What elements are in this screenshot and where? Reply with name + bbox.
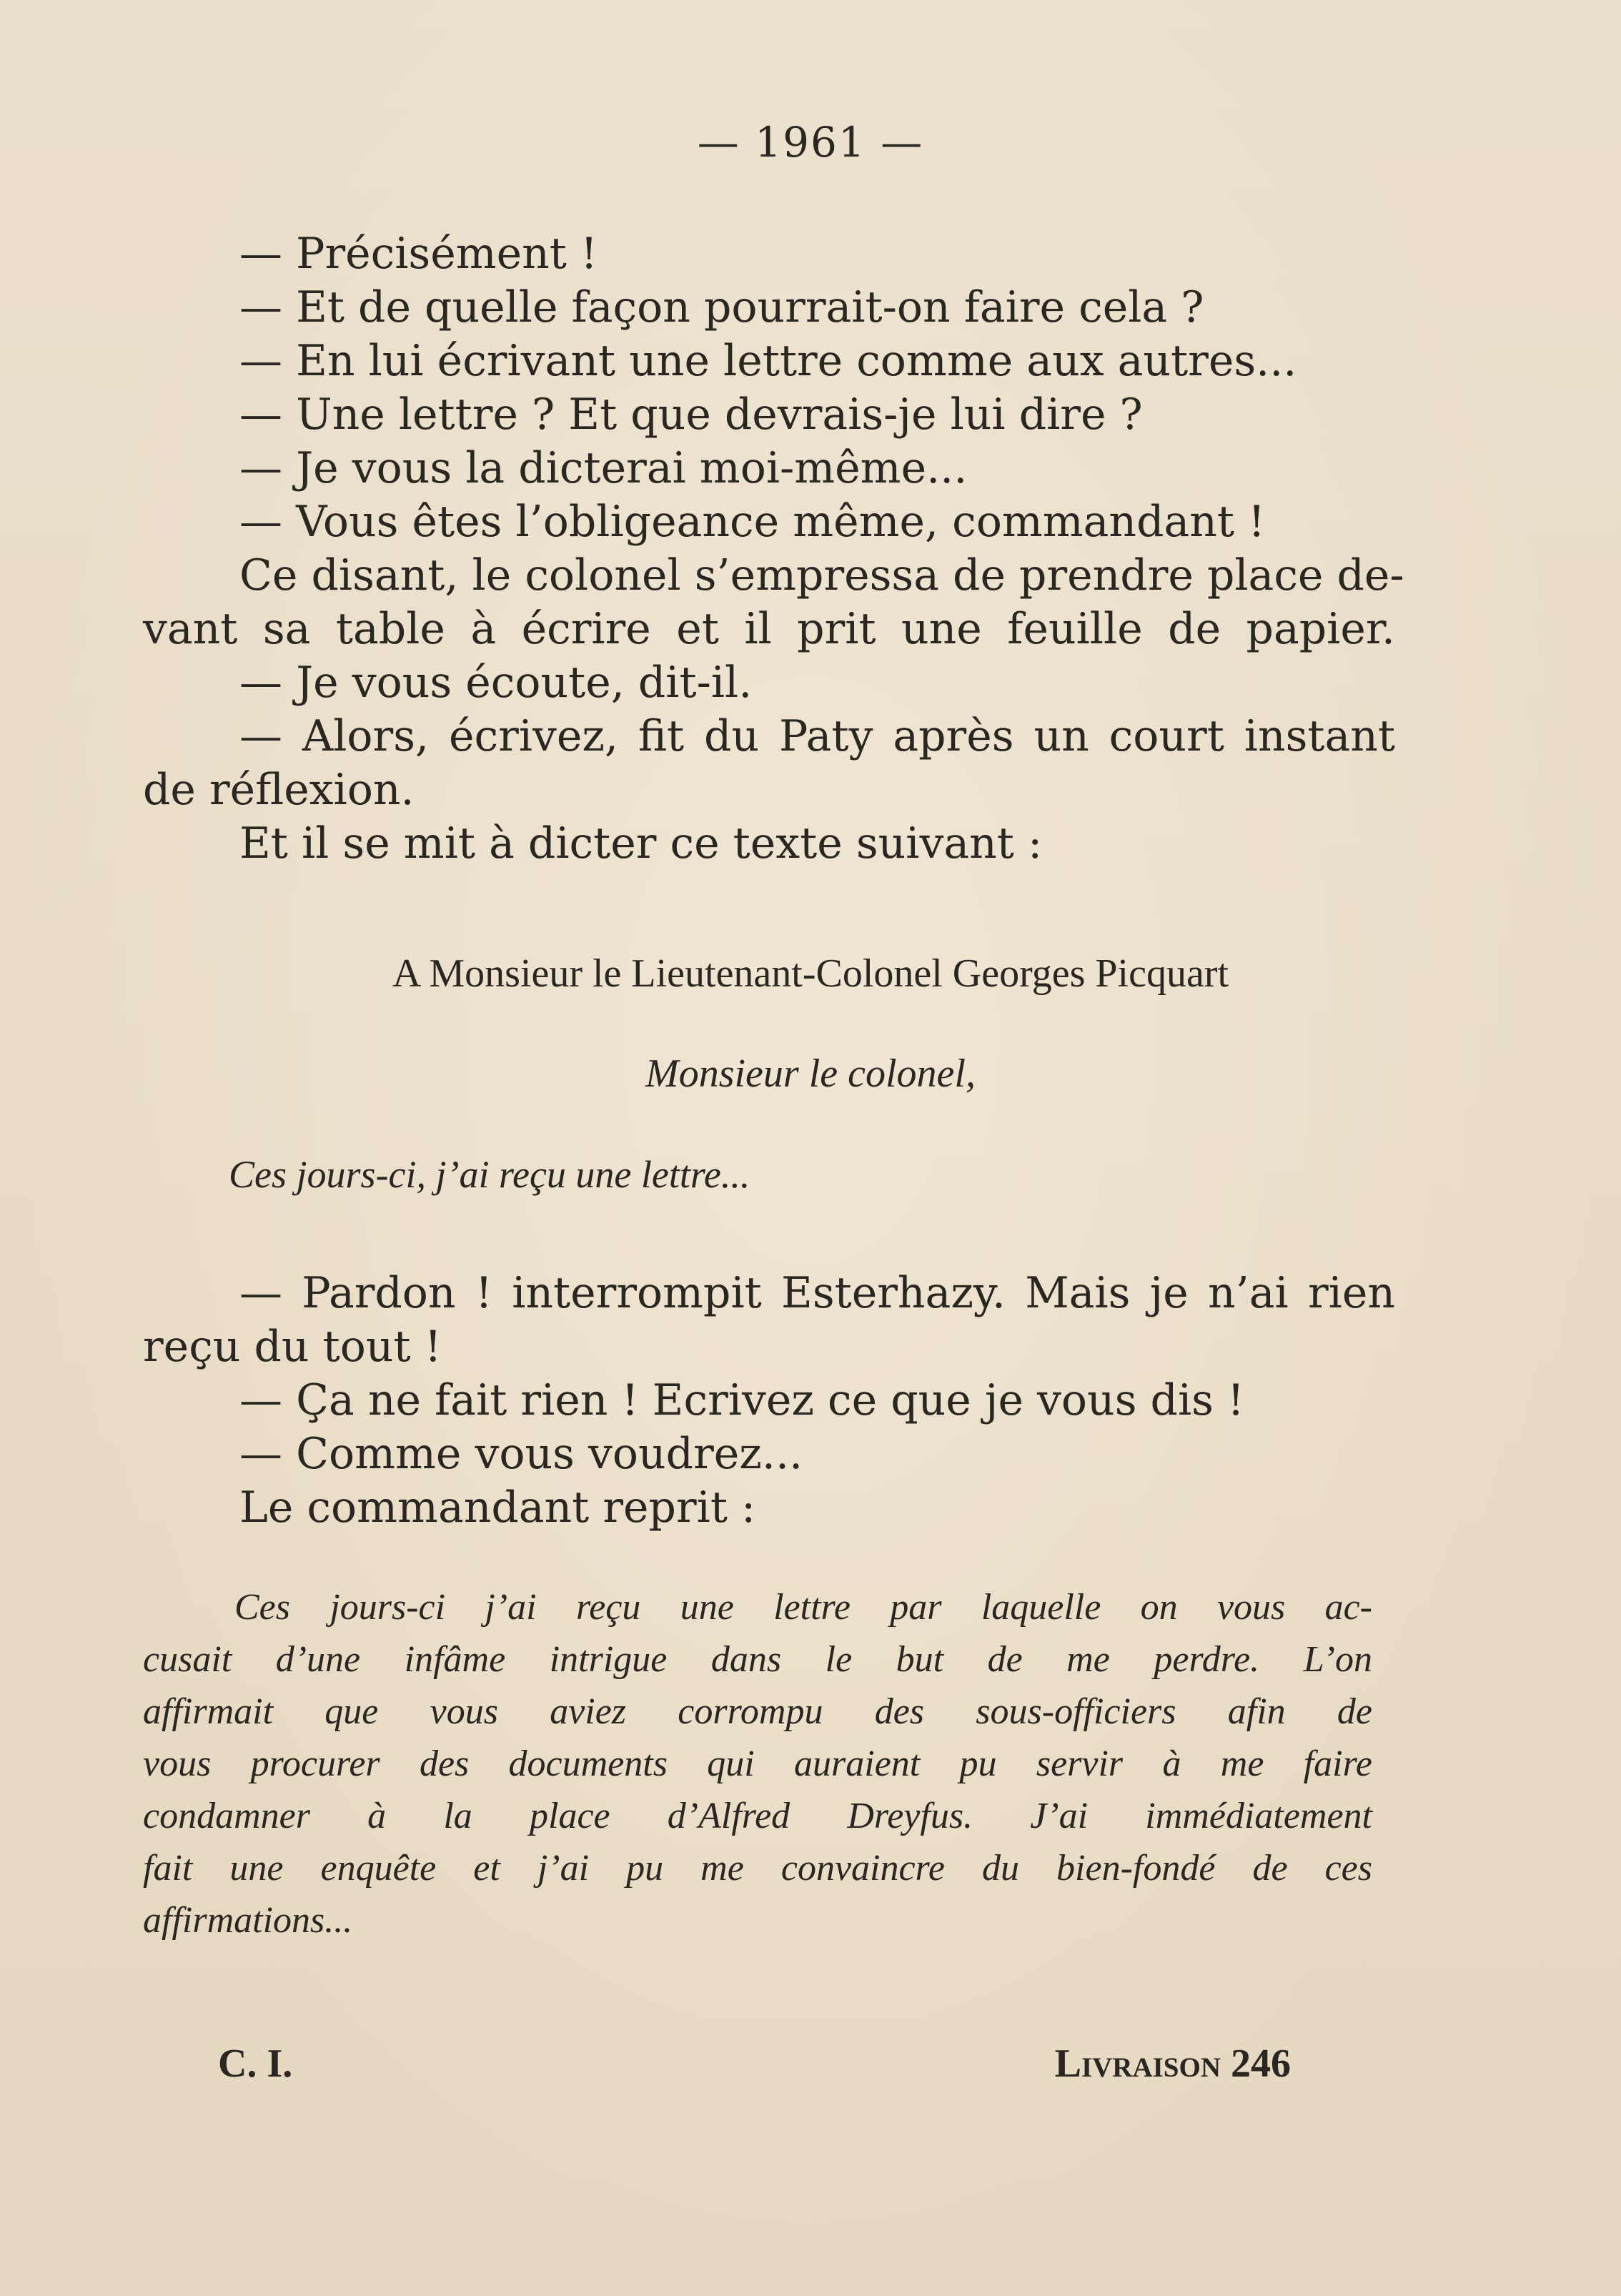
footer-livraison: Livraison 246: [1054, 2042, 1291, 2086]
dialogue-line: — Et de quelle façon pourrait-on faire cela ?: [239, 282, 1204, 332]
dialogue-line: — Pardon ! interrompit Esterhazy. Mais je n’ai rien: [239, 1268, 1395, 1318]
letter-address: A Monsieur le Lieutenant-Colonel Georges Picquart: [392, 951, 1229, 996]
dictated-letter: [143, 1581, 1372, 1946]
dialogue-line: — Comme vous voudrez...: [239, 1429, 803, 1479]
dialogue-line: reçu du tout !: [143, 1322, 442, 1372]
dictation-line: fait une enquête et j’ai pu me convaincre du bien-fondé de ces: [143, 1848, 1372, 1889]
dialogue-line: — Je vous écoute, dit-il.: [239, 658, 753, 708]
dialogue-line: — Alors, écrivez, fit du Paty après un court instant: [239, 711, 1395, 761]
dialogue-block-1: [143, 227, 1404, 871]
narration-line: Le commandant reprit :: [239, 1483, 756, 1533]
dialogue-line: — Une lettre ? Et que devrais-je lui dire ?: [239, 390, 1143, 440]
narration-line: Ce disant, le colonel s’empressa de prendre place de-: [239, 550, 1404, 600]
dialogue-line: — En lui écrivant une lettre comme aux autres...: [239, 336, 1297, 386]
dialogue-line: — Vous êtes l’obligeance même, commandant !: [239, 497, 1266, 547]
dictation-line: condamner à la place d’Alfred Dreyfus. J’ai immédiatement: [143, 1796, 1372, 1836]
letter-salutation: Monsieur le colonel,: [645, 1051, 976, 1096]
narration-line: Et il se mit à dicter ce texte suivant :: [239, 818, 1043, 869]
dialogue-line: — Je vous la dicterai moi-même...: [239, 443, 968, 493]
letter-first-line: Ces jours-ci, j’ai reçu une lettre...: [229, 1153, 750, 1196]
narration-line: vant sa table à écrire et il prit une feuille de papier.: [143, 604, 1395, 654]
dictation-line: cusait d’une infâme intrigue dans le but de me perdre. L’on: [143, 1639, 1372, 1680]
dictation-line: Ces jours-ci j’ai reçu une lettre par laquelle on vous ac-: [234, 1587, 1372, 1628]
footer-signature: C. I.: [218, 2042, 293, 2086]
dialogue-line: — Ça ne fait rien ! Ecrivez ce que je vous dis !: [239, 1375, 1245, 1425]
dialogue-block-2: [143, 1267, 1395, 1535]
dictation-line: affirmait que vous aviez corrompu des sous-officiers afin de: [143, 1691, 1372, 1732]
dialogue-line: — Précisément !: [239, 229, 598, 279]
dialogue-line: de réflexion.: [143, 765, 415, 815]
dictation-line: affirmations...: [143, 1900, 353, 1941]
page-number: — 1961 —: [697, 118, 924, 167]
dictation-line: vous procurer des documents qui auraient pu servir à me faire: [143, 1743, 1372, 1784]
